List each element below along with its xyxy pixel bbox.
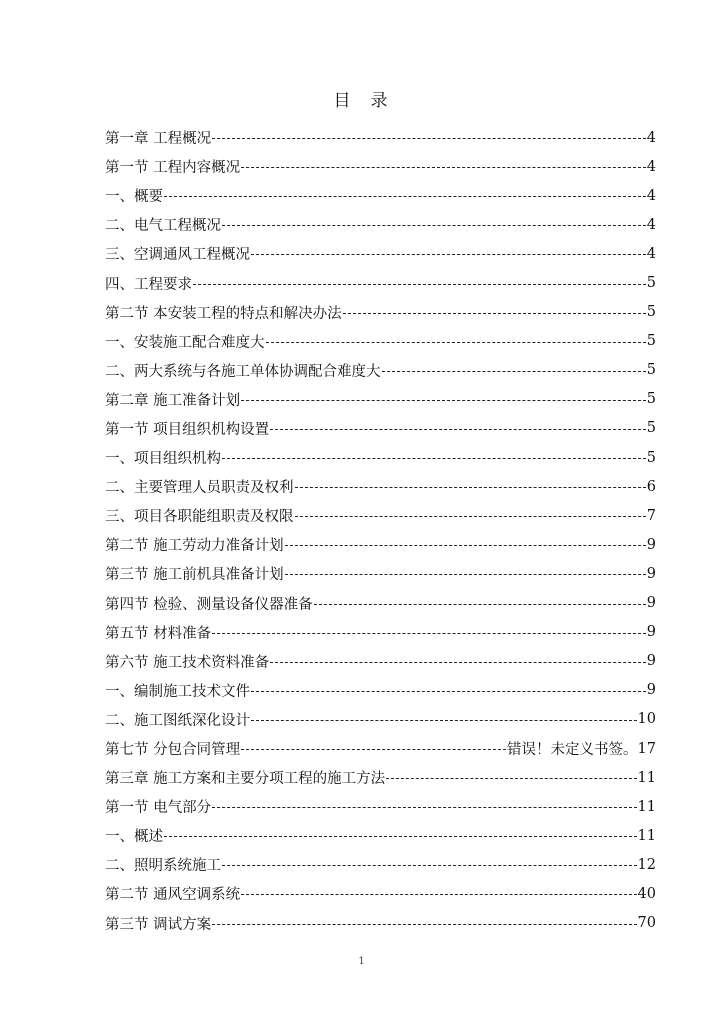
toc-entry[interactable] — [105, 705, 656, 734]
toc-entry-page: 5 — [646, 275, 656, 292]
toc-entry-page: 5 — [646, 304, 656, 321]
toc-entry-page: 6 — [646, 478, 656, 495]
toc-entry[interactable] — [105, 821, 656, 850]
toc-entry-page: 4 — [646, 129, 656, 146]
toc-entry-page: 5 — [646, 333, 656, 350]
toc-entry-label: 一、项目组织机构 — [105, 451, 221, 468]
toc-entry-page: 5 — [646, 391, 656, 408]
toc-leader-dashes — [212, 807, 636, 808]
toc-entry[interactable] — [105, 472, 656, 501]
toc-entry[interactable] — [105, 589, 656, 618]
page-number: 1 — [358, 956, 365, 967]
toc-entry-label: 第二节 通风空调系统 — [105, 887, 241, 904]
toc-leader-dashes — [295, 516, 646, 517]
toc-entry-label: 第一章 工程概况 — [105, 131, 212, 148]
toc-entry-error: 错误！未定义书签。 — [507, 742, 638, 759]
toc-entry[interactable] — [105, 530, 656, 559]
toc-entry-label: 二、施工图纸深化设计 — [105, 712, 250, 729]
toc-leader-dashes — [222, 225, 646, 226]
toc-entry-page: 9 — [646, 653, 656, 670]
toc-entry-label: 第三章 施工方案和主要分项工程的施工方法 — [105, 771, 386, 788]
toc-leader-dashes — [295, 487, 646, 488]
toc-entry[interactable] — [105, 152, 656, 181]
toc-entry-page: 9 — [646, 682, 656, 699]
toc-entry-label: 一、概要 — [105, 189, 163, 206]
toc-entry[interactable] — [105, 356, 656, 385]
table-of-contents — [105, 123, 656, 938]
toc-entry-label: 第三节 施工前机具准备计划 — [105, 567, 284, 584]
toc-leader-dashes — [386, 778, 636, 779]
toc-entry-page: 4 — [646, 158, 656, 175]
toc-entry[interactable] — [105, 414, 656, 443]
toc-entry-label: 第二章 施工准备计划 — [105, 392, 241, 409]
toc-entry-label: 第三节 调试方案 — [105, 916, 212, 933]
toc-entry[interactable] — [105, 763, 656, 792]
toc-leader-dashes — [251, 720, 637, 721]
toc-leader-dashes — [314, 604, 646, 605]
toc-entry-page: 5 — [646, 449, 656, 466]
toc-entry-label: 第四节 检验、测量设备仪器准备 — [105, 596, 313, 613]
toc-entry-page: 9 — [646, 536, 656, 553]
toc-entry[interactable] — [105, 792, 656, 821]
toc-entry-label: 第一节 项目组织机构设置 — [105, 421, 270, 438]
toc-leader-dashes — [241, 749, 506, 750]
toc-leader-dashes — [193, 284, 646, 285]
toc-entry-label: 第一节 工程内容概况 — [105, 160, 241, 177]
toc-entry-label: 二、主要管理人员职责及权利 — [105, 480, 294, 497]
toc-entry-label: 第二节 施工劳动力准备计划 — [105, 538, 284, 555]
toc-entry[interactable] — [105, 268, 656, 297]
toc-entry-label: 二、电气工程概况 — [105, 218, 221, 235]
toc-entry[interactable] — [105, 239, 656, 268]
toc-entry[interactable] — [105, 385, 656, 414]
toc-entry-label: 第一节 电气部分 — [105, 800, 212, 817]
toc-leader-dashes — [251, 691, 646, 692]
toc-entry-page: 4 — [646, 245, 656, 262]
toc-entry[interactable] — [105, 327, 656, 356]
toc-entry[interactable] — [105, 618, 656, 647]
page-title — [0, 86, 723, 111]
toc-leader-dashes — [241, 894, 636, 895]
toc-entry[interactable] — [105, 443, 656, 472]
title-char-left: 目 — [333, 91, 353, 111]
toc-entry-label: 第二节 本安装工程的特点和解决办法 — [105, 305, 342, 322]
toc-leader-dashes — [164, 196, 646, 197]
toc-leader-dashes — [222, 458, 646, 459]
toc-entry[interactable] — [105, 647, 656, 676]
toc-leader-dashes — [212, 924, 636, 925]
toc-entry[interactable] — [105, 879, 656, 908]
toc-entry-page: 9 — [646, 624, 656, 641]
toc-entry[interactable] — [105, 298, 656, 327]
toc-entry-page: 9 — [646, 595, 656, 612]
toc-entry-page: 7 — [646, 507, 656, 524]
toc-entry[interactable] — [105, 734, 656, 763]
toc-entry-label: 一、编制施工技术文件 — [105, 683, 250, 700]
toc-entry[interactable] — [105, 210, 656, 239]
toc-entry[interactable] — [105, 909, 656, 938]
toc-entry-page: 9 — [646, 565, 656, 582]
toc-entry-label: 二、两大系统与各施工单体协调配合难度大 — [105, 363, 381, 380]
toc-entry[interactable] — [105, 850, 656, 879]
toc-leader-dashes — [343, 313, 646, 314]
toc-leader-dashes — [270, 429, 646, 430]
toc-entry-page: 5 — [646, 420, 656, 437]
toc-entry-page: 12 — [637, 856, 656, 873]
toc-entry-page: 10 — [637, 711, 656, 728]
toc-entry-label: 第七节 分包合同管理 — [105, 742, 241, 759]
title-char-right: 录 — [370, 91, 390, 111]
toc-entry-label: 一、概述 — [105, 829, 163, 846]
toc-entry[interactable] — [105, 501, 656, 530]
toc-entry-label: 一、安装施工配合难度大 — [105, 334, 265, 351]
toc-entry-page: 11 — [637, 769, 656, 786]
toc-entry-page: 5 — [646, 362, 656, 379]
toc-entry-label: 三、项目各职能组职责及权限 — [105, 509, 294, 526]
toc-leader-dashes — [241, 400, 646, 401]
toc-leader-dashes — [212, 138, 646, 139]
toc-leader-dashes — [285, 574, 646, 575]
toc-leader-dashes — [270, 662, 646, 663]
toc-entry[interactable] — [105, 559, 656, 588]
toc-entry-label: 第五节 材料准备 — [105, 625, 212, 642]
toc-entry-page: 4 — [646, 187, 656, 204]
toc-leader-dashes — [251, 254, 646, 255]
toc-entry[interactable] — [105, 676, 656, 705]
toc-entry-page: 17 — [637, 740, 656, 757]
toc-entry-page: 70 — [637, 915, 656, 932]
toc-entry-page: 11 — [637, 798, 656, 815]
toc-entry-page: 4 — [646, 216, 656, 233]
toc-entry[interactable] — [105, 123, 656, 152]
toc-leader-dashes — [164, 836, 637, 837]
toc-leader-dashes — [222, 865, 637, 866]
toc-leader-dashes — [241, 167, 646, 168]
toc-leader-dashes — [382, 371, 646, 372]
toc-entry[interactable] — [105, 181, 656, 210]
toc-entry-page: 11 — [637, 827, 656, 844]
toc-leader-dashes — [266, 342, 646, 343]
toc-entry-label: 三、空调通风工程概况 — [105, 247, 250, 264]
toc-leader-dashes — [285, 545, 646, 546]
toc-leader-dashes — [212, 633, 646, 634]
toc-entry-label: 第六节 施工技术资料准备 — [105, 654, 270, 671]
toc-entry-label: 二、照明系统施工 — [105, 858, 221, 875]
toc-entry-label: 四、工程要求 — [105, 276, 192, 293]
toc-entry-page: 40 — [637, 885, 656, 902]
